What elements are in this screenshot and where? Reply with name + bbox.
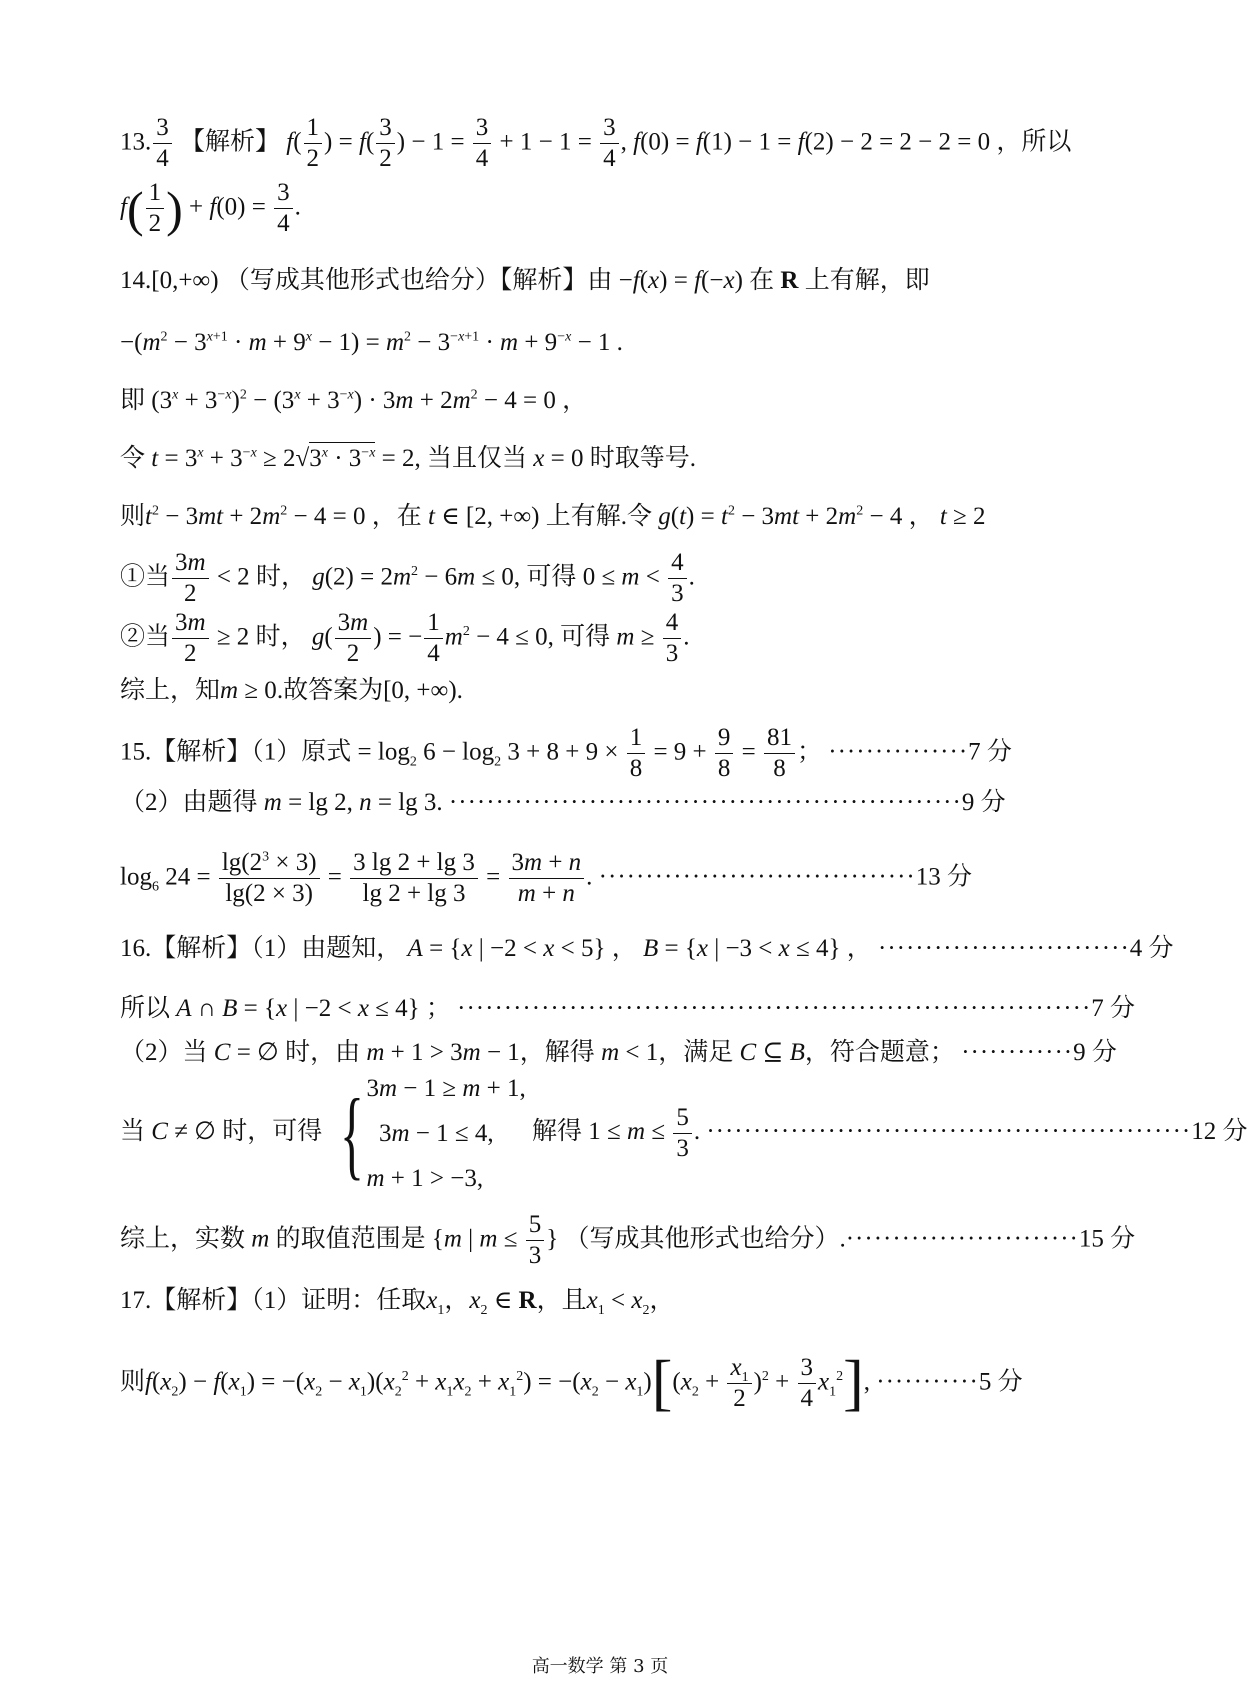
q16-line-2: 所以 A ∩ B = {x | −2 < x ≤ 4} ； ····································································7 分 (120, 995, 1136, 1022)
q14-line-3: 即 $(3^x + 3^{-x})^2 - (3^x + 3^{-x}) \cdot 3m + 2m^2 - 4 = 0$ ， (120, 387, 588, 414)
question-number: 15. (120, 738, 152, 766)
q13-line-2: f( $\frac{1}{2}$ ) + f(0) = $\frac{3}{4}$ . (120, 179, 301, 238)
q17-line-1: 17.【解析】（1）证明：任取$x_1$，$x_2$ ∈ R，且$x_1 < x_2$， (120, 1287, 675, 1318)
analysis-tag: 【解析】 (151, 935, 252, 962)
q16-line-1: 16.【解析】（1）由题知， A = {x | −2 < x < 5} ， B = {x | −3 < x ≤ 4} ， ···························4 分 (120, 935, 1174, 962)
score-label: 5 分 (978, 1368, 1023, 1396)
analysis-tag: 【解析】 (151, 1287, 252, 1314)
q15-line-1: 15.【解析】（1）原式 = $\log_2 6 - \log_2 3 + 8 + 9$ × $\frac{1}{8}$ = 9 + $\frac{9}{8}$ = $\frac{81}{8}$ ； ···············7 分 (120, 724, 1012, 783)
q14-case-1: ①当 $\frac{3m}{2}$ < 2 时， $g(2) = 2m^2 - 6m \le 0$, 可得 0 ≤ m < $\frac{4}{3}$ . (120, 549, 695, 608)
question-number: 17. (120, 1287, 152, 1314)
q14-conclusion: 综上，知m ≥ 0.故答案为[0, +∞). (120, 677, 463, 704)
score-label: 7 分 (968, 738, 1012, 766)
q14-line-4: 令 $t = 3^x + 3^{-x} \ge 2√3^x \cdot 3^{-x} = 2$, 当且仅当 x = 0 时取等号. (120, 446, 696, 471)
question-number: 14. (120, 267, 152, 294)
q15-line-2: （2）由题得 m = lg 2, n = lg 3. ·······················································9 分 (120, 789, 1006, 816)
answer-interval: [0,+∞) (151, 267, 219, 294)
scoring-note: （写成其他形式也给分） (224, 267, 500, 294)
q14-case-2: ②当 $\frac{3m}{2}$ ≥ 2 时， g( $\frac{3m}{2}$ ) = − $\frac{1}{4}$ $m^2 - 4 \le 0$, 可得 m ≥ $\frac{4}{3}$ . (120, 609, 690, 668)
q16-line-3: （2）当 C = ∅ 时，由 m + 1 > 3m − 1，解得 m < 1，满足 C ⊆ B，符合题意； ············9 分 (120, 1039, 1117, 1066)
score-label: 9 分 (961, 789, 1006, 816)
analysis-tag: 【解析】 (499, 267, 588, 294)
q17-line-2: 则$f(x_2) - f(x_1) = -(x_2 - x_1)(x_2^2 + x_1x_2 + x_1^2) = -(x_2 - x_1)[(x_2$ + $\frac{x_1}{2}$ )$^2$ + $\frac{3}{4}$ $x_1^2$], ···········5 分 (120, 1349, 1023, 1418)
score-label: 7 分 (1091, 995, 1136, 1022)
q14-line-5: 则$t^2 - 3mt + 2m^2 - 4 = 0$ ，在 t ∈ [2, +∞) 上有解.令 $g(t) = t^2 - 3mt + 2m^2 - 4$ ， t ≥ 2 (120, 503, 986, 530)
score-label: 12 分 (1191, 1118, 1248, 1146)
page-footer: 高一数学 第 3 页 (531, 1656, 669, 1677)
q14-line-1: 14.[0,+∞) （写成其他形式也给分）【解析】由 −f(x) = f(−x) 在 R 上有解，即 (120, 267, 930, 294)
question-number: 13. (120, 128, 152, 156)
inequality-system: { 3m − 1 ≥ m + 1, 3m − 1 ≤ 4, m + 1 > −3, (340, 1075, 526, 1192)
score-label: 9 分 (1073, 1039, 1117, 1066)
analysis-tag: 【解析】 (180, 128, 281, 156)
score-label: 13 分 (915, 863, 972, 891)
question-number: 16. (120, 935, 152, 962)
score-label: 4 分 (1129, 935, 1174, 962)
q15-line-3: $\log_6 24$ = $\frac{\lg(2^3 \times 3)}{\lg(2 \times 3)}$ = $\frac{3 \lg 2 + \lg 3}{\lg 2 + \lg 3}$ = $\frac{3m + n}{m + n}$ . ··································13 分 (120, 849, 972, 908)
q16-line-5: 综上，实数 m 的取值范围是 {m | m ≤ $\frac{5}{3}$ } （写成其他形式也给分）.·························15 分 (120, 1211, 1136, 1270)
q13-line-1: 13. $\frac{3}{4}$ 【解析】 f( $\frac{1}{2}$ ) = f( $\frac{3}{2}$ ) − 1 = $\frac{3}{4}$ + 1 − 1 = $\frac{3}{4}$ , f(0) = f(1) − 1 = f(2) − 2 = 2 − 2 = 0 ，所以 (120, 114, 1072, 173)
q16-line-4: 当 C ≠ ∅ 时，可得 { 3m − 1 ≥ m + 1, 3m − 1 ≤ 4, m + 1 > −3, 解得 1 ≤ m ≤ $\frac{5}{3}$ . ····················································12 分 (120, 1075, 1248, 1192)
answer-fraction: $\frac{3}{4}$ (153, 115, 172, 173)
score-label: 15 分 (1078, 1225, 1136, 1253)
q14-line-2: $-(m^2 - 3^{x+1} \cdot m + 9^x - 1) = m^2 - 3^{-x+1} \cdot m + 9^{-x} - 1$ . (120, 329, 623, 356)
analysis-tag: 【解析】 (151, 738, 252, 766)
connector-text: ，所以 (996, 128, 1072, 156)
